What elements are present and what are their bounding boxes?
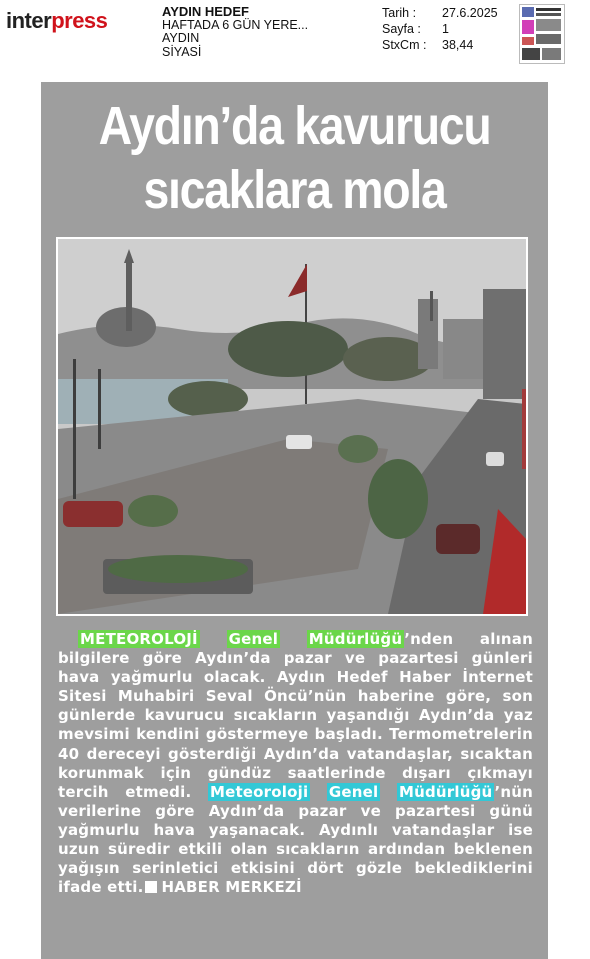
logo-part-inter: inter	[6, 8, 52, 33]
headline-line-1: Aydın’da kavurucu	[98, 96, 491, 156]
highlight-mudurlugu-2: Müdürlüğü	[398, 782, 493, 801]
news-photo	[56, 237, 528, 616]
stxcm-row	[382, 37, 498, 53]
page-label: Sayfa :	[382, 22, 421, 36]
highlight-meteoroloji-2: Meteoroloji	[209, 782, 309, 801]
highlight-mudurlugu-1: Müdürlüğü	[308, 630, 403, 648]
publication-info	[162, 5, 308, 59]
date-value: 27.6.2025	[442, 6, 498, 20]
clipping-meta	[382, 5, 498, 53]
date-row	[382, 5, 498, 21]
stxcm-label: StxCm :	[382, 38, 427, 52]
date-label: Tarih :	[382, 6, 417, 20]
headline	[76, 94, 512, 222]
page-thumbnail[interactable]	[519, 4, 565, 64]
body-text-1: ’nden alınan bilgilere göre Aydın’da pazar ve pazartesi günleri hava yağmurlu olacak. Aydın Hedef Haber İnternet Sitesi Muhabiri Seval Öncü’nün haberine göre, son günlerde kavurucu sıcakların yaşandığı Aydın’da yaz mevsimi kendini göstermeye başladı. Termometrelerin 40 dereceyi gösterdiği Aydın’da vatandaşlar, sıcaktan korunmak için gündüz saatlerinde dışarı çıkmayı tercih etmedi.	[58, 630, 533, 801]
highlight-genel-2: Genel	[328, 782, 379, 801]
highlight-genel-1: Genel	[228, 630, 279, 648]
publication-frequency: HAFTADA 6 GÜN YERE...	[162, 17, 309, 32]
signature: HABER MERKEZİ	[161, 878, 302, 897]
logo-part-press: press	[51, 8, 108, 33]
signature-square-icon	[145, 881, 157, 893]
page-row	[382, 21, 498, 37]
interpress-logo	[6, 8, 107, 34]
clipping-header	[0, 0, 590, 72]
body-text-2: ’nün verilerine göre Aydın’da pazar ve pazartesi günü yağmurlu hava yaşanacak. Aydınlı vatandaşlar ise uzun süredir etkili olan sıcakların ardından beklenen yağışın serinletici etkisini dört gözle beklediklerini ifade etti.	[58, 782, 533, 897]
headline-line-2: sıcaklara mola	[143, 160, 446, 220]
publication-category: SİYASİ	[162, 44, 202, 59]
article-clipping	[41, 82, 548, 959]
article-body	[58, 630, 533, 897]
highlight-meteoroloji-1: METEOROLOJİ	[80, 630, 198, 648]
publication-name: AYDIN HEDEF	[162, 4, 249, 19]
page-value: 1	[442, 22, 449, 36]
stxcm-value: 38,44	[442, 38, 474, 52]
publication-city: AYDIN	[162, 31, 200, 45]
